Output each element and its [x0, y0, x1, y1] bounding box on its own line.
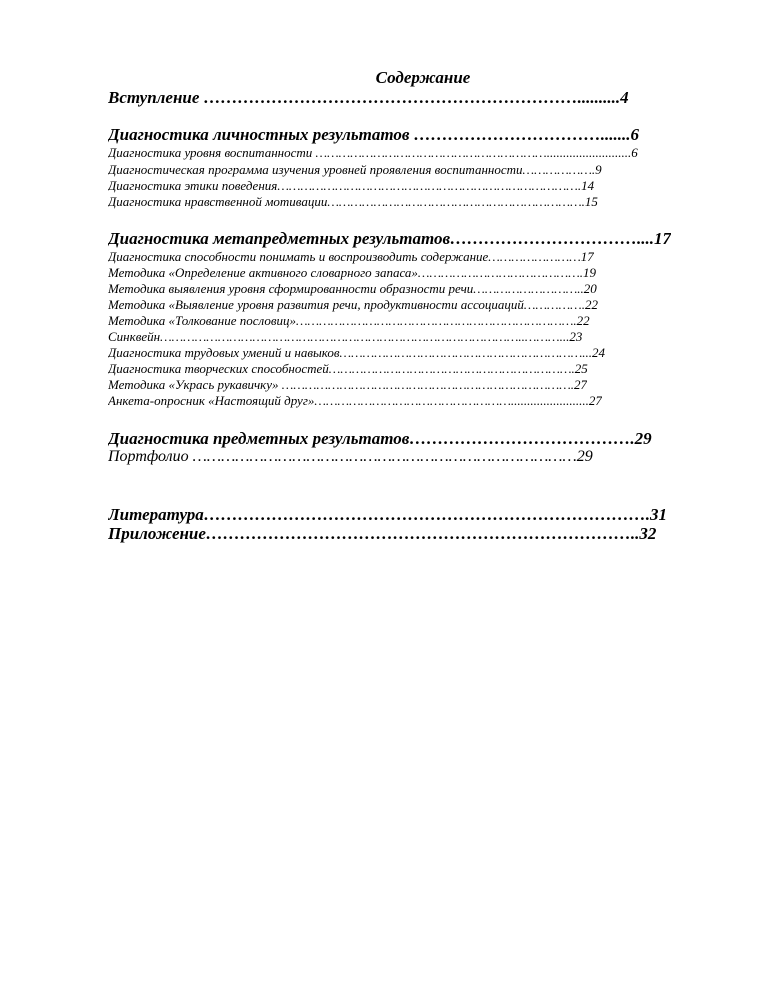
- toc-entry: Диагностика творческих способностей……………………………………………………….25: [108, 361, 588, 376]
- toc-entry: Диагностика уровня воспитанности ……………………………………………………..........................6: [108, 145, 638, 160]
- toc-entry-literature: Литература…………………………………………………………………….31: [108, 505, 668, 524]
- toc-section-subject-results: Диагностика предметных результатов………………………………….29: [108, 429, 652, 448]
- toc-title: Содержание: [375, 68, 471, 87]
- toc-entry: Методика «Определение активного словарного запаса»…………………………………….19: [108, 265, 597, 280]
- toc-entry: Синквейн…………………………………………………………………………………..………...23: [108, 329, 583, 344]
- toc-entry: Анкета-опросник «Настоящий друг»……………………………………………........................27: [108, 393, 602, 408]
- toc-entry: Диагностическая программа изучения уровней проявления воспитанности……………….9: [108, 162, 602, 177]
- toc-entry-portfolio: Портфолио ………………………………………………………………………29: [108, 448, 593, 465]
- toc-section-personal-results: Диагностика личностных результатов …………………………….......6: [108, 125, 639, 144]
- toc-entry: Диагностика трудовых умений и навыков………………………………………………………...24: [108, 345, 606, 360]
- toc-entry-appendix: Приложение…………………………………………………………………..32: [108, 524, 657, 543]
- toc-entry: Методика «Толкование пословиц»……………………………………………………………….22: [108, 313, 590, 328]
- toc-entry: Методика выявления уровня сформированности образности речи………………………..20: [108, 281, 597, 296]
- toc-entry: Диагностика нравственной мотивации………………………………………………………….15: [108, 194, 598, 209]
- toc-entry: Методика «Выявление уровня развития речи, продуктивности ассоциаций…………….22: [108, 297, 598, 312]
- toc-section-metasubject-results: Диагностика метапредметных результатов……………………………....17: [108, 229, 672, 248]
- toc-entry-introduction: Вступление …………………………………………………………..........4: [108, 88, 629, 107]
- toc-entry: Методика «Укрась рукавичку» ………………………………………………………………….27: [108, 377, 588, 392]
- toc-entry: Диагностика способности понимать и воспроизводить содержание……………………17: [108, 249, 594, 264]
- toc-entry: Диагностика этики поведения…………………………………………………………………….14: [108, 178, 595, 193]
